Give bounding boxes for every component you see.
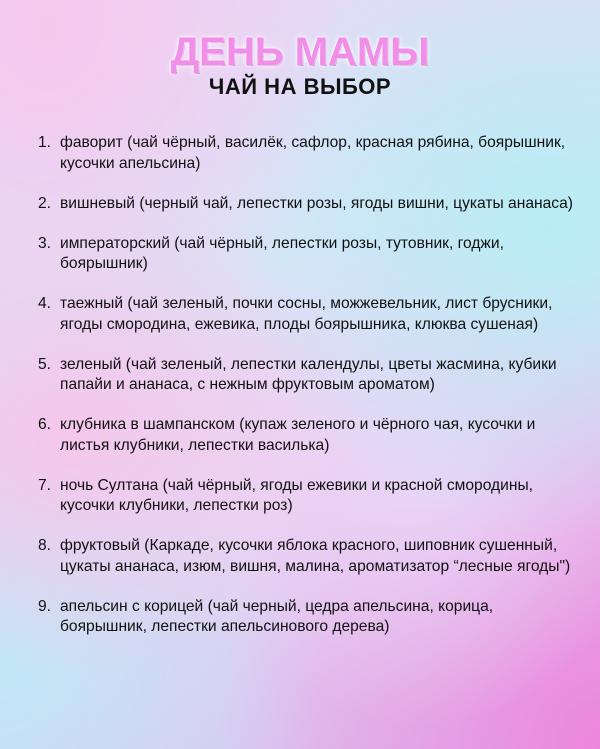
- list-item: [38, 355, 578, 396]
- list-item: [38, 415, 578, 456]
- list-item: [38, 194, 578, 215]
- item-number: 7.: [38, 476, 52, 494]
- item-text: клубника в шампанском (купаж зеленого и чёрного чая, кусочки и листья клубники, лепестки василька): [60, 416, 536, 454]
- list-item: [38, 133, 578, 174]
- item-number: 6.: [38, 416, 52, 433]
- item-text: апельсин с корицей (чай черный, цедра апельсина, корица, боярышник, лепестки апельсинового дерева): [60, 597, 494, 635]
- list-item: [38, 536, 578, 577]
- item-number: 5.: [38, 355, 52, 373]
- list-item: [38, 597, 578, 638]
- item-text: таежный (чай зеленый, почки сосны, можжевельник, лист брусники, ягоды смородина, ежевика, плоды боярышника, клюква сушеная): [60, 295, 553, 333]
- item-number: 2.: [38, 194, 52, 212]
- page-title: ДЕНЬ МАМЫ: [170, 30, 430, 74]
- tea-list: [38, 133, 578, 657]
- item-text: императорский (чай чёрный, лепестки розы, тутовник, годжи, боярышник): [60, 234, 504, 272]
- item-number: 3.: [38, 234, 52, 252]
- item-text: фаворит (чай чёрный, василёк, сафлор, красная рябина, боярышник, кусочки апельсина): [60, 134, 566, 172]
- list-item: [38, 294, 578, 335]
- list-item: [38, 234, 578, 275]
- item-text: ночь Султана (чай чёрный, ягоды ежевики и красной смородины, кусочки клубники, лепестки роз): [60, 476, 533, 514]
- item-number: 1.: [38, 134, 52, 151]
- list-item: [38, 476, 578, 517]
- header: [0, 30, 600, 100]
- item-number: 4.: [38, 295, 52, 312]
- item-text: вишневый (черный чай, лепестки розы, ягоды вишни, цукаты ананаса): [60, 194, 573, 212]
- item-number: 9.: [38, 597, 52, 615]
- page-subtitle: ЧАЙ НА ВЫБОР: [208, 74, 392, 99]
- item-text: зеленый (чай зеленый, лепестки календулы, цветы жасмина, кубики папайи и ананаса, с нежным фруктовым ароматом): [60, 355, 557, 393]
- item-number: 8.: [38, 537, 52, 554]
- item-text: фруктовый (Каркаде, кусочки яблока красного, шиповник сушенный, цукаты ананаса, изюм, вишня, малина, ароматизатор “лесные ягоды"): [60, 537, 571, 575]
